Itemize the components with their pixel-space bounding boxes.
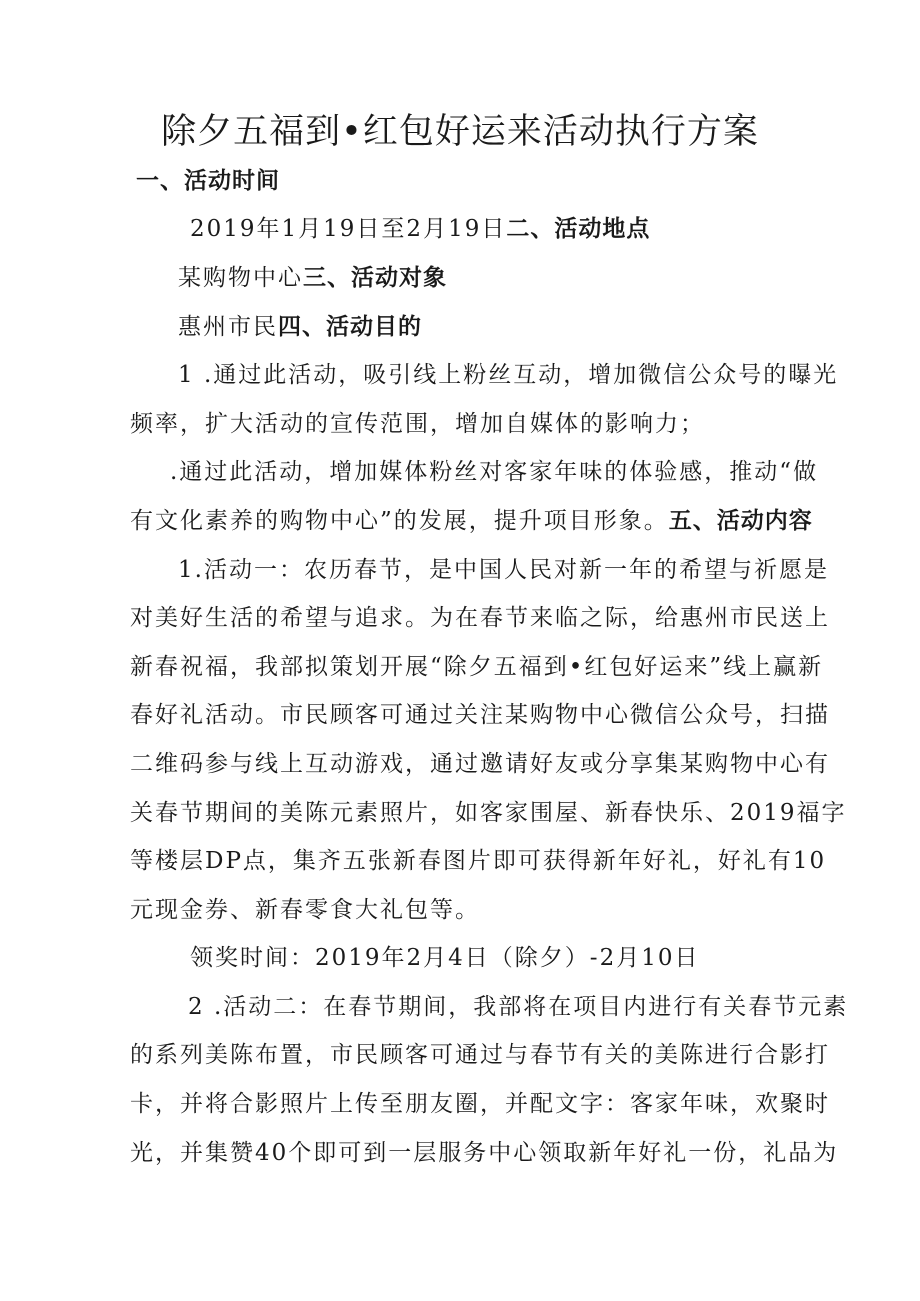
- paragraph-line: 新春祝福，我部拟策划开展“除夕五福到•红包好运来”线上赢新: [130, 654, 824, 680]
- paragraph-line: .通过此活动，增加媒体粉丝对客家年味的体验感，推动“做: [170, 459, 819, 485]
- paragraph-line: 光，并集赞40个即可到一层服务中心领取新年好礼一份，礼品为: [130, 1140, 839, 1166]
- paragraph-line: 频率，扩大活动的宣传范围，增加自媒体的影响力；: [130, 411, 705, 437]
- heading-activity-time: 一、活动时间: [136, 168, 280, 194]
- paragraph-line: 等楼层DP点，集齐五张新春图片即可获得新年好礼，好礼有10: [130, 848, 827, 874]
- paragraph-line: 卡，并将合影照片上传至朋友圈，并配文字：客家年味，欢聚时: [130, 1091, 830, 1117]
- paragraph-line: 2 .活动二：在春节期间，我部将在项目内进行有关春节元素: [188, 994, 849, 1020]
- paragraph-line: 有文化素养的购物中心”的发展，提升项目形象。五、活动内容: [130, 508, 813, 534]
- document-title: 除夕五福到•红包好运来活动执行方案: [161, 112, 759, 152]
- line-activity-place: 某购物中心三、活动对象: [178, 265, 447, 291]
- line-activity-date: 2019年1月19日至2月19日二、活动地点: [190, 216, 651, 242]
- line-prize-time: 领奖时间：2019年2月4日（除夕）-2月10日: [190, 945, 700, 971]
- paragraph-line: 关春节期间的美陈元素照片，如客家围屋、新春快乐、2019福字: [130, 800, 847, 826]
- paragraph-line: 1 .通过此活动，吸引线上粉丝互动，增加微信公众号的曝光: [178, 362, 839, 388]
- line-activity-target: 惠州市民四、活动目的: [178, 314, 422, 340]
- paragraph-line: 二维码参与线上互动游戏，通过邀请好友或分享集某购物中心有: [130, 751, 830, 777]
- paragraph-line: 的系列美陈布置，市民顾客可通过与春节有关的美陈进行合影打: [130, 1042, 830, 1068]
- paragraph-line: 1.活动一：农历春节，是中国人民对新一年的希望与祈愿是: [178, 557, 829, 583]
- paragraph-line: 对美好生活的希望与追求。为在春节来临之际，给惠州市民送上: [130, 605, 830, 631]
- paragraph-line: 春好礼活动。市民顾客可通过关注某购物中心微信公众号，扫描: [130, 702, 830, 728]
- paragraph-line: 元现金券、新春零食大礼包等。: [130, 897, 480, 923]
